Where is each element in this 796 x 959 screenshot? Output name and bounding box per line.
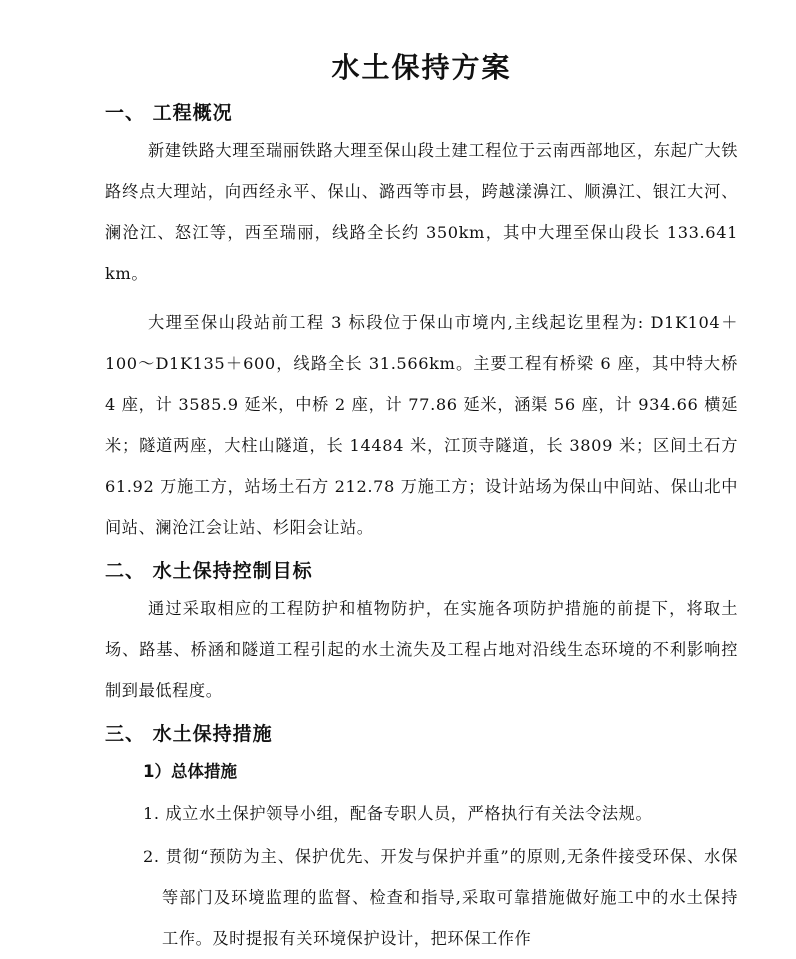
subheading-general-measures: 1）总体措施 (143, 762, 237, 781)
document-title: 水土保持方案 (331, 51, 512, 84)
section-heading-measures: 三、 水土保持措施 (105, 723, 273, 745)
measure-item-2: 2. 贯彻“预防为主、保护优先、开发与保护并重”的原则,无条件接受环保、水保等部门及环境监理的监督、检查和指导,采取可靠措施做好施工中的水土保持工作。及时提报有关环境保护设计，把环保工作作 (143, 847, 738, 948)
section-heading-overview: 一、 工程概况 (105, 102, 233, 124)
overview-paragraph-2: 大理至保山段站前工程 3 标段位于保山市境内,主线起讫里程为: D1K104＋100～D1K135＋600，线路全长 31.566km。主要工程有桥梁 6 座，其中特大桥 4 座，计 3585.9 延米，中桥 2 座，计 77.86 延米，涵渠 56 座，计 934.66 横延米；隧道两座，大柱山隧道，长 14484 米，江顶寺隧道，长 3809 米；区间土石方 61.92 万施工方，站场土石方 212.78 万施工方；设计站场为保山中间站、保山北中间站、澜沧江会让站、杉阳会让站。 (105, 313, 738, 537)
measure-item-1: 1. 成立水土保护领导小组，配备专职人员，严格执行有关法令法规。 (143, 804, 653, 823)
targets-paragraph: 通过采取相应的工程防护和植物防护，在实施各项防护措施的前提下，将取土场、路基、桥涵和隧道工程引起的水土流失及工程占地对沿线生态环境的不利影响控制到最低程度。 (105, 599, 738, 700)
overview-paragraph-1: 新建铁路大理至瑞丽铁路大理至保山段土建工程位于云南西部地区，东起广大铁路终点大理站，向西经永平、保山、潞西等市县，跨越漾濞江、顺濞江、银江大河、澜沧江、怒江等，西至瑞丽，线路全长约 350km，其中大理至保山段长 133.641 km。 (105, 141, 738, 283)
paragraph-gap (105, 294, 738, 302)
section-heading-targets: 二、 水土保持控制目标 (105, 560, 313, 582)
